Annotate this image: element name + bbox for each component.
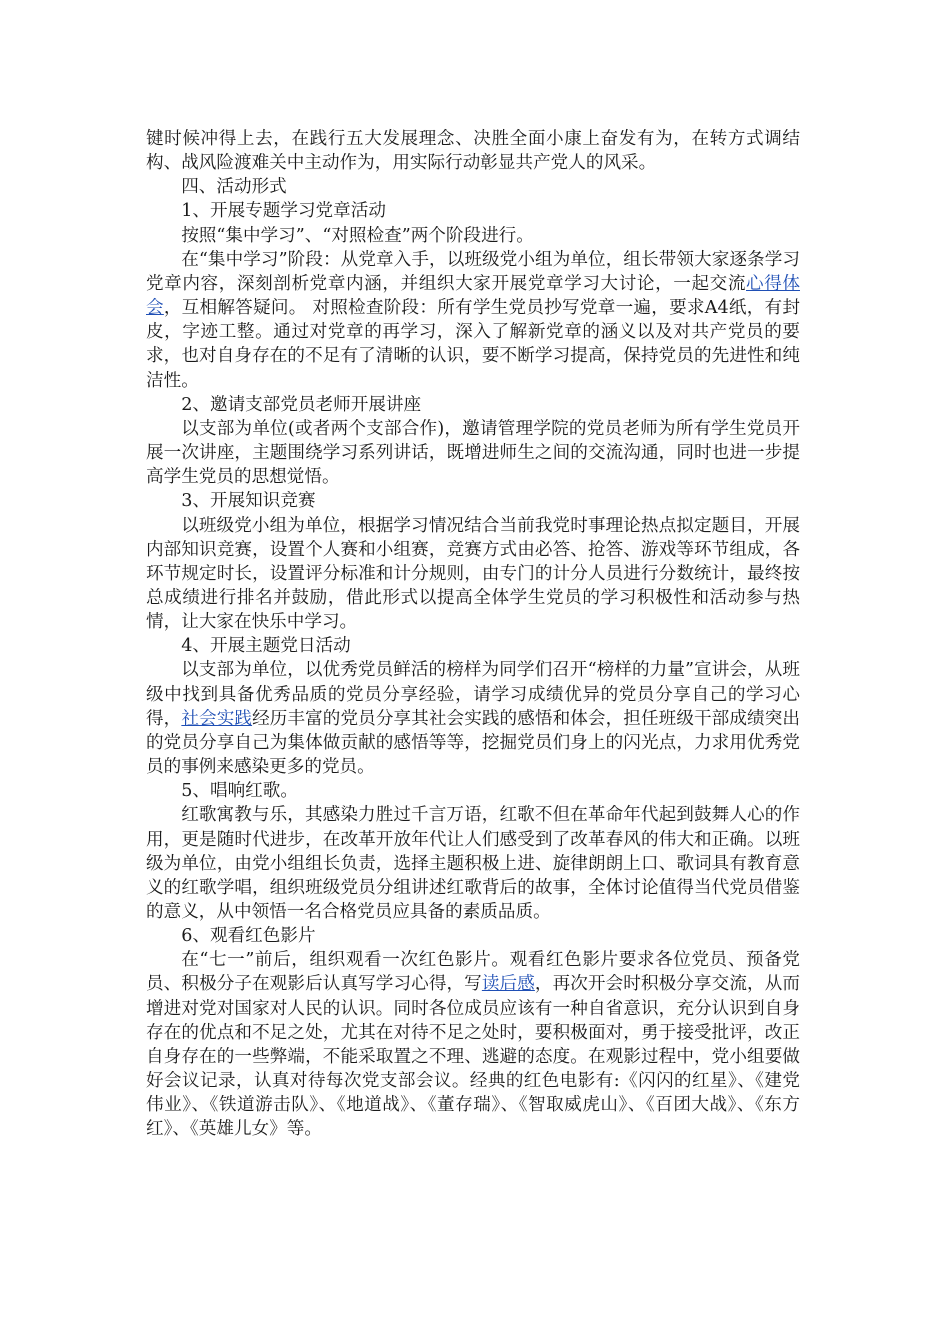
paragraph-p9 <box>146 634 800 658</box>
paragraph-text: 1、开展专题学习党章活动 <box>181 201 386 222</box>
paragraph-text: 5、唱响红歌。 <box>181 781 298 802</box>
paragraph-p13 <box>146 924 800 948</box>
paragraph-p12 <box>146 803 800 924</box>
paragraph-p0 <box>146 127 800 175</box>
paragraph-text: 在“七一”前后，组织观看一次红色影片。观看红色影片要求各位党员、预备党员、积极分子在观影后认真写学习心得，写 <box>146 950 800 995</box>
paragraph-text: ，互相解答疑问。 对照检查阶段：所有学生党员抄写党章一遍，要求A4纸，有封皮，字迹工整。通过对党章的再学习，深入了解新党章的涵义以及对共产党员的要求，也对自身存在的不足有了清晰的认识，要不断学习提高，保持党员的先进性和纯洁性。 <box>146 298 800 391</box>
paragraph-p3 <box>146 224 800 248</box>
link-xinde-tihui[interactable]: 心得体会 <box>146 273 800 319</box>
paragraph-p10 <box>146 658 800 779</box>
paragraph-p2 <box>146 199 800 223</box>
paragraph-text: 3、开展知识竞赛 <box>181 491 316 512</box>
paragraph-text: 以支部为单位(或者两个支部合作)，邀请管理学院的党员老师为所有学生党员开展一次讲座，主题围绕学习系列讲话，既增进师生之间的交流沟通，同时也进一步提高学生党员的思想觉悟。 <box>146 418 800 488</box>
link-duhougan[interactable]: 读后感 <box>481 974 535 995</box>
paragraph-p7 <box>146 489 800 513</box>
document-body <box>146 127 800 1142</box>
paragraph-text: 键时候冲得上去，在践行五大发展理念、决胜全面小康上奋发有为，在转方式调结构、战风险渡难关中主动作为，用实际行动彰显共产党人的风采。 <box>146 129 800 174</box>
paragraph-text: 以班级党小组为单位，根据学习情况结合当前我党时事理论热点拟定题目，开展内部知识竞赛，设置个人赛和小组赛，竞赛方式由必答、抢答、游戏等环节组成，各环节规定时长，设置评分标准和计分规则，由专门的计分人员进行分数统计，最终按总成绩进行排名并鼓励，借此形式以提高全体学生党员的学习积极性和活动参与热情，让大家在快乐中学习。 <box>146 515 800 633</box>
paragraph-text: 按照“集中学习”、“对照检查”两个阶段进行。 <box>181 225 534 246</box>
paragraph-p6 <box>146 417 800 489</box>
paragraph-p11 <box>146 779 800 803</box>
paragraph-p14 <box>146 948 800 1141</box>
paragraph-text: 经历丰富的党员分享其社会实践的感悟和体会，担任班级干部成绩突出的党员分享自己为集体做贡献的感悟等等，挖掘党员们身上的闪光点，力求用优秀党员的事例来感染更多的党员。 <box>146 708 800 778</box>
link-shehui-shijian[interactable]: 社会实践 <box>181 708 253 729</box>
paragraph-text: 以支部为单位，以优秀党员鲜活的榜样为同学们召开“榜样的力量”宣讲会，从班级中找到具备优秀品质的党员分享经验，请学习成绩优异的党员分享自己的学习心得， <box>146 660 800 729</box>
paragraph-p5 <box>146 393 800 417</box>
paragraph-text: 6、观看红色影片 <box>181 926 316 947</box>
paragraph-text: 四、活动形式 <box>181 177 287 198</box>
paragraph-text: 红歌寓教与乐，其感染力胜过千言万语，红歌不但在革命年代起到鼓舞人心的作用，更是随时代进步，在改革开放年代让人们感受到了改革春风的伟大和正确。以班级为单位，由党小组组长负责，选择主题积极上进、旋律朗朗上口、歌词具有教育意义的红歌学唱，组织班级党员分组讲述红歌背后的故事，全体讨论值得当代党员借鉴的意义，从中领悟一名合格党员应具备的素质品质。 <box>146 805 800 922</box>
paragraph-text: 4、开展主题党日活动 <box>181 636 351 657</box>
paragraph-text: 在“集中学习”阶段：从党章入手，以班级党小组为单位，组长带领大家逐条学习党章内容，深刻剖析党章内涵，并组织大家开展党章学习大讨论，一起交流 <box>146 249 800 294</box>
paragraph-p4 <box>146 248 800 393</box>
paragraph-text: 2、邀请支部党员老师开展讲座 <box>181 394 422 415</box>
paragraph-p8 <box>146 514 800 635</box>
paragraph-p1 <box>146 175 800 199</box>
paragraph-text: ，再次开会时积极分享交流，从而增进对党对国家对人民的认识。同时各位成员应该有一种自省意识，充分认识到自身存在的优点和不足之处，尤其在对待不足之处时，要积极面对，勇于接受批评，改正自身存在的一些弊端，不能采取置之不理、逃避的态度。在观影过程中，党小组要做好会议记录，认真对待每次党支部会议。经典的红色电影有:《闪闪的红星》、《建党伟业》、《铁道游击队》、《地道战》、《董存瑞》、《智取威虎山》、《百团大战》、《东方红》、《英雄儿女》等。 <box>146 974 800 1140</box>
